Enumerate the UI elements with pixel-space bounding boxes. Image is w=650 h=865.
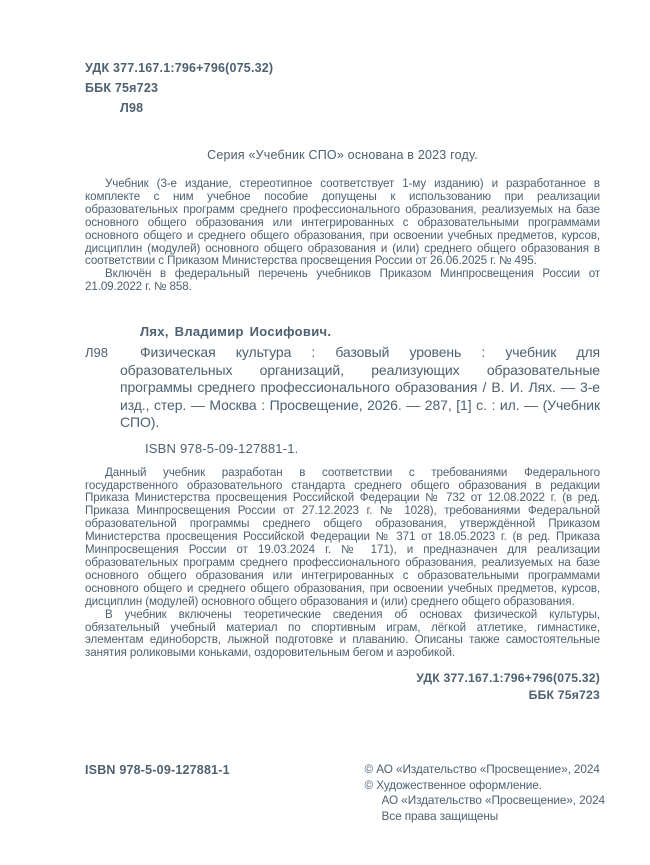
series-line: Серия «Учебник СПО» основана в 2023 году. <box>207 148 478 162</box>
bbk-classification: ББК 75я723 <box>85 81 159 95</box>
isbn-line: ISBN 978-5-09-127881-1. <box>145 440 299 456</box>
author-heading: Лях, Владимир Иосифович. <box>140 324 332 340</box>
catalog-code: Л98 <box>85 345 108 361</box>
content-paragraph: В учебник включены теоретические сведения об основах физической культуры, обязательный учебный материал по спортивным играм, лёгкой атлетике, гимнастике, элементам единоборств, лыжной подготовке и плаванию. Описаны также самостоятельные занятия роликовыми коньками, оздоровительным бегом и аэробикой. <box>85 607 600 660</box>
bibliographic-description: Физическая культура : базовый уровень : учебник для образовательных организаций, реализующих образовательные программы среднего профессионального образования / В. И. Лях. — 3-е изд., стер. — Москва : Просвещение, 2026. — 287, [1] с. : ил. — (Учебник СПО). <box>120 344 600 431</box>
inclusion-paragraph: Включён в федеральный перечень учебников Приказом Минпросвещения России от 21.09.2022 г. № 858. <box>85 267 600 294</box>
footer <box>85 762 605 824</box>
copyright-line: АО «Издательство «Просвещение», 2024 <box>381 793 605 807</box>
author-sign-code: Л98 <box>120 101 144 115</box>
bibliographic-entry <box>85 344 600 432</box>
udk-classification: УДК 377.167.1:796+796(075.32) <box>85 61 274 75</box>
classification-block-bottom <box>85 670 600 704</box>
classification-block <box>85 58 600 118</box>
admission-paragraph: Учебник (3-е издание, стереотипное соответствует 1-му изданию) и разработанное в комплекте с ним учебное пособие допущены к использованию при реализации образовательных программ среднего профессионального образования, реализуемых на базе основного общего образования или интегрированных с образовательными программами основного общего и среднего общего образования, при освоении учебных предметов, курсов, дисциплин (модулей) основного общего образования и (или) среднего общего образования в соответствии с Приказом Министерства просвещения России от 26.06.2025 г. № 495. <box>85 177 600 268</box>
udk-classification-bottom: УДК 377.167.1:796+796(075.32) <box>416 671 600 686</box>
bbk-classification-bottom: ББК 75я723 <box>528 688 600 703</box>
copyright-block <box>365 762 606 824</box>
copyright-line: © Художественное оформление. <box>364 777 542 792</box>
standards-paragraph: Данный учебник разработан в соответствии с требованиями Федерального государственного образовательного стандарта среднего общего образования в редакции Приказа Министерства просвещения Российской Федерации № 732 от 12.08.2022 г. (в ред. Приказа Минпросвещения России от 27.12.2023 г. № 1028), требованиями Федеральной образовательной программы среднего общего образования, утверждённой Приказом Министерства просвещения Российской Федерации № 371 от 18.05.2023 г. (в ред. Приказа Минпросвещения России от 19.03.2024 г. № 171), и предназначен для реализации образовательных программ среднего профессионального образования, реализуемых на базе основного общего образования или интегрированных с образовательными программами основного общего и среднего общего образования, при освоении учебных предметов, курсов, дисциплин (модулей) основного общего образования и (или) среднего общего образования. <box>85 465 600 608</box>
footer-isbn: ISBN 978-5-09-127881-1 <box>85 763 230 777</box>
copyright-line: © АО «Издательство «Просвещение», 2024 <box>364 762 600 776</box>
annotation-block <box>85 467 600 661</box>
copyright-line: Все права защищены <box>381 808 499 823</box>
